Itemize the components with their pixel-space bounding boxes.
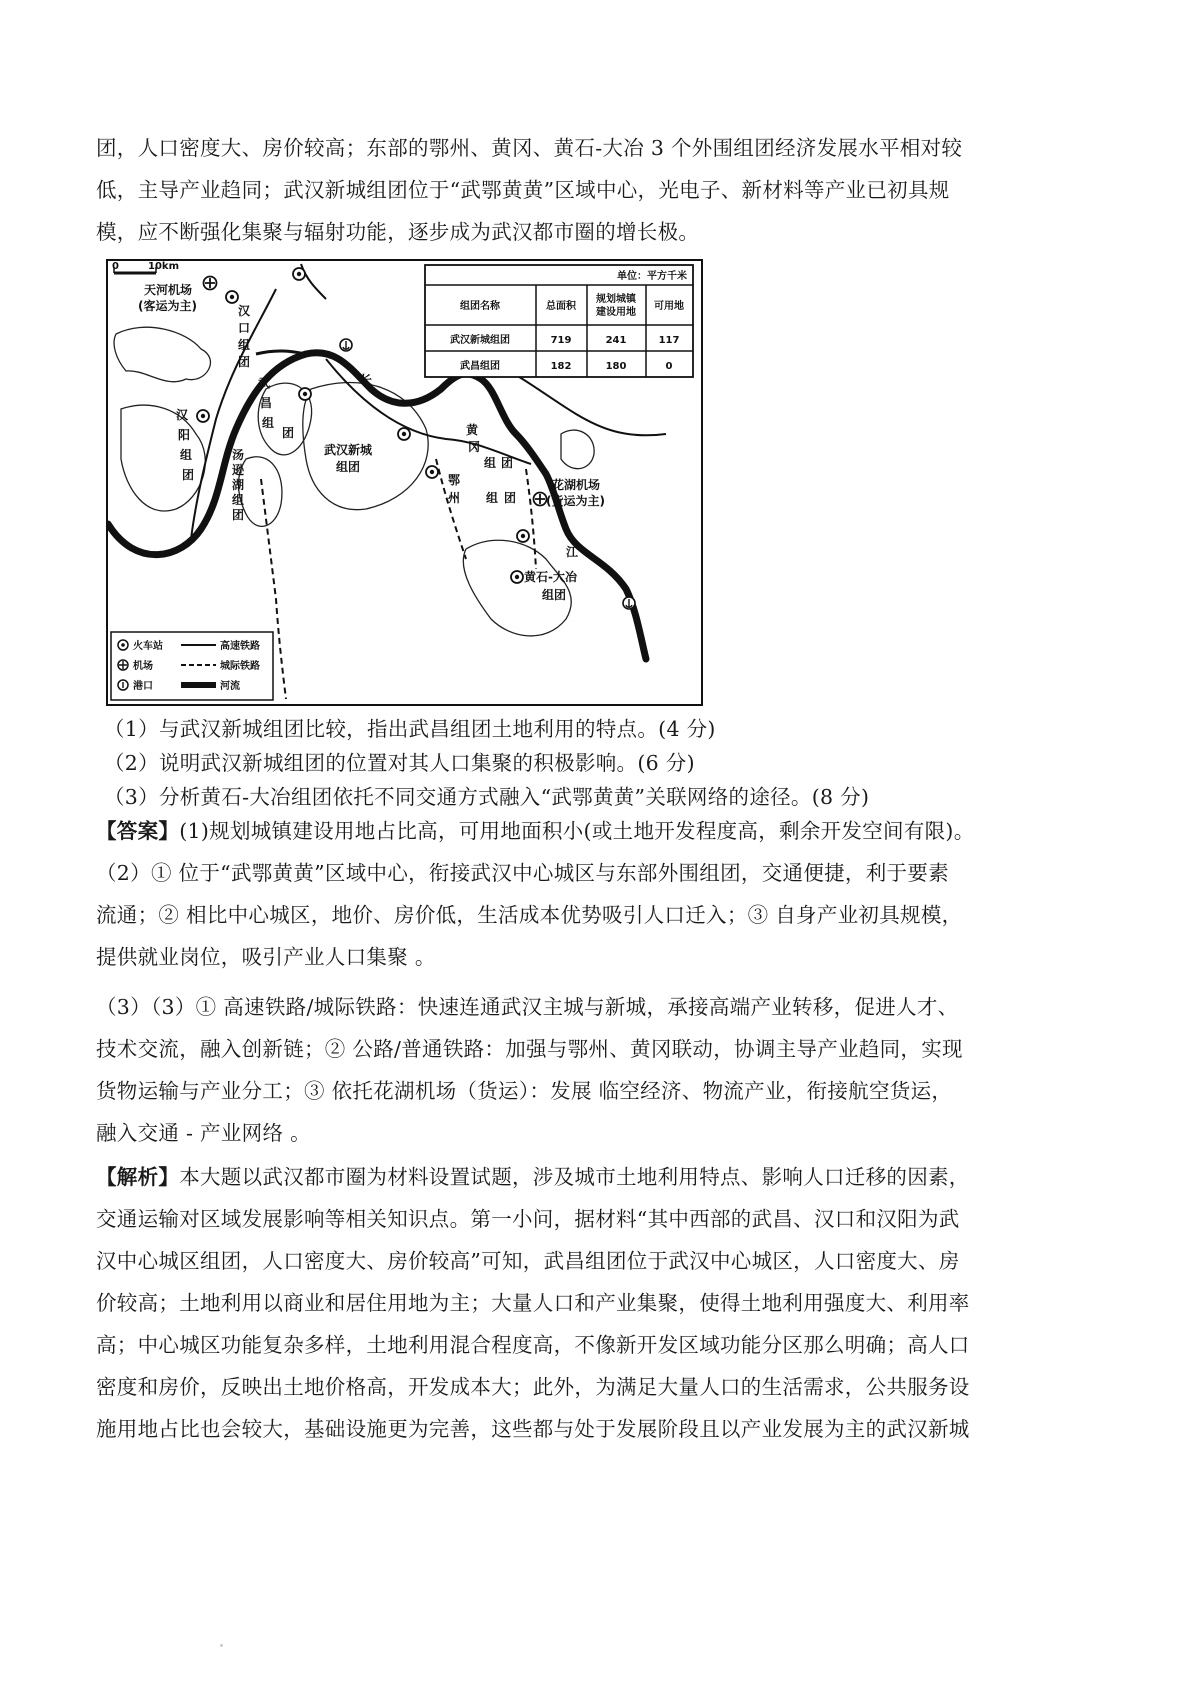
table-header-total: 总面积	[546, 301, 576, 312]
label-huahu-airport: 花湖机场	[552, 478, 601, 492]
table-cell-name: 武昌组团	[460, 361, 500, 372]
label-huanggang-char: 冈	[468, 440, 481, 454]
table-unit: 单位：平方千米	[617, 271, 687, 282]
analysis-line: 汉中心城区组团，人口密度大、房价较高”可知，武昌组团位于武汉中心城区，人口密度大、房	[96, 1249, 960, 1273]
label-hanyang-char: 阳	[178, 428, 191, 442]
label-huanggang-char: 黄	[466, 423, 479, 437]
train-station-icon	[426, 466, 438, 478]
label-tianhe-airport-note: (客运为主)	[138, 299, 197, 313]
label-wuchang-char: 昌	[260, 396, 273, 410]
question-3: （3）分析黄石-大冶组团依托不同交通方式融入“武鄂黄黄”关联网络的途径。(8 分)	[104, 785, 870, 809]
table-header-available: 可用地	[654, 301, 684, 312]
port-icon	[623, 597, 635, 609]
analysis-line: 施用地占比也会较大，基础设施更为完善，这些都与处于发展阶段且以产业发展为主的武汉新城	[96, 1417, 970, 1441]
train-station-icon	[197, 410, 209, 422]
table-cell-total: 719	[550, 335, 572, 346]
label-ezhou-char: 组	[486, 491, 499, 505]
table-cell-available: 0	[665, 361, 673, 372]
label-hanyang-char: 团	[182, 468, 195, 482]
answer-part3	[96, 986, 1108, 1154]
label-hankou-char: 汉	[238, 304, 251, 318]
table-cell-planned: 180	[605, 361, 627, 372]
label-huangshi-2: 组团	[542, 588, 567, 602]
map-svg	[106, 259, 703, 706]
label-jiang: 江	[566, 545, 579, 559]
port-icon	[118, 680, 128, 690]
label-xincheng-2: 组团	[336, 460, 361, 474]
label-huangshi: 黄石-大冶	[524, 570, 577, 584]
airport-icon	[204, 277, 217, 290]
answer-line: 流通；② 相比中心城区，地价、房价低，生活成本优势吸引人口迁入；③ 自身产业初具规模，	[96, 903, 963, 927]
table-header-name: 组团名称	[460, 301, 500, 312]
label-hankou-char: 组	[238, 338, 251, 352]
scale-zero: 0	[112, 261, 119, 272]
land-area-table	[425, 265, 693, 377]
label-xincheng: 武汉新城	[324, 443, 373, 457]
answer-line-1	[96, 814, 975, 844]
label-hankou-char: 团	[238, 355, 251, 369]
label-ezhou-char: 鄂	[448, 473, 461, 487]
answer-line: （2）① 位于“武鄂黄黄”区域中心，衔接武汉中心城区与东部外围组团，交通便捷，利于要素	[96, 861, 949, 885]
intro-line: 低，主导产业趋同；武汉新城组团位于“武鄂黄黄”区域中心，光电子、新材料等产业已初具规	[96, 178, 950, 202]
map-legend	[111, 632, 273, 700]
question-1: （1）与武汉新城组团比较，指出武昌组团土地利用的特点。(4 分)	[104, 717, 716, 741]
label-hankou-char: 口	[238, 321, 251, 335]
analysis-first-text: 本大题以武汉都市圈为材料设置试题，涉及城市土地利用特点、影响人口迁移的因素，	[179, 1165, 970, 1189]
answer-line: 货物运输与产业分工；③ 依托花湖机场（货运）：发展 临空经济、物流产业，衔接航空货运，	[96, 1079, 953, 1103]
table-header-planned-1: 规划城镇	[596, 294, 636, 305]
analysis-line: 密度和房价，反映出土地价格高，开发成本大；此外，为满足大量人口的生活需求，公共服务设	[96, 1375, 970, 1399]
answer-line: 提供就业岗位，吸引产业人口集聚 。	[96, 945, 436, 969]
train-station-icon	[517, 530, 529, 542]
airport-icon	[118, 660, 128, 670]
label-hanyang-char: 汉	[176, 408, 189, 422]
label-ezhou-char: 州	[448, 491, 461, 505]
table-cell-name: 武汉新城组团	[450, 335, 510, 346]
port-icon	[340, 339, 352, 351]
table-header-planned-2: 建设用地	[596, 307, 636, 318]
answer-tag: 【答案】	[96, 819, 180, 843]
label-huanggang-char: 团	[501, 456, 514, 470]
answer-line: （3）（3）① 高速铁路/城际铁路：快速连通武汉主城与新城，承接高端产业转移，促进人才、	[96, 995, 959, 1019]
train-station-icon	[118, 640, 128, 650]
analysis-line: 高；中心城区功能复杂多样，土地利用混合程度高，不像新开发区域功能分区那么明确；高人口	[96, 1333, 970, 1357]
label-tangxunhu-char: 汤	[232, 448, 245, 462]
label-huanggang-char: 组	[484, 456, 497, 470]
label-tangxunhu	[232, 447, 245, 522]
legend-train-station: 火车站	[133, 641, 163, 652]
train-station-icon	[511, 571, 523, 583]
scan-speck	[220, 1644, 223, 1647]
legend-river: 河流	[220, 681, 240, 692]
scale-label: 10km	[148, 261, 179, 272]
answer-line: 融入交通 - 产业网络 。	[96, 1121, 311, 1145]
legend-intercity-rail: 城际铁路	[220, 661, 260, 672]
label-tangxunhu-char: 逊	[232, 463, 245, 477]
analysis-line: 价较高；土地利用以商业和居住用地为主；大量人口和产业集聚，使得土地利用强度大、利用率	[96, 1291, 970, 1315]
train-station-icon	[293, 268, 305, 280]
label-wuchang-char: 武	[258, 376, 271, 390]
table-cell-planned: 241	[605, 335, 627, 346]
answer-part2	[96, 852, 1108, 978]
analysis-tag: 【解析】	[96, 1165, 180, 1189]
label-tangxunhu-char: 湖	[232, 478, 245, 492]
airport-icon	[534, 493, 547, 506]
label-tangxunhu-char: 组	[232, 493, 245, 507]
answer-part1: (1)规划城镇建设用地占比高，可用地面积小(或土地开发程度高，剩余开发空间有限)。	[179, 819, 975, 843]
label-hanyang-char: 组	[180, 448, 193, 462]
answer-line: 技术交流，融入创新链；② 公路/普通铁路：加强与鄂州、黄冈联动，协调主导产业趋同，实现	[96, 1037, 963, 1061]
table-cell-total: 182	[550, 361, 572, 372]
legend-port: 港口	[133, 681, 153, 692]
train-station-icon	[299, 388, 311, 400]
intro-line: 模，应不断强化集聚与辐射功能，逐步成为武汉都市圈的增长极。	[96, 220, 700, 244]
legend-airport: 机场	[133, 661, 153, 672]
label-wuchang-char: 组	[262, 416, 275, 430]
analysis-line: 交通运输对区域发展影响等相关知识点。第一小问，据材料“其中西部的武昌、汉口和汉阳为武	[96, 1207, 960, 1231]
map-figure	[106, 259, 703, 706]
label-tangxunhu-char: 团	[232, 508, 245, 522]
train-station-icon	[226, 291, 238, 303]
label-ezhou-char: 团	[504, 491, 517, 505]
label-wuchang-char: 团	[282, 426, 295, 440]
analysis-first-line	[96, 1156, 1108, 1198]
table-cell-available: 117	[658, 335, 680, 346]
legend-high-speed-rail: 高速铁路	[220, 641, 260, 652]
analysis-paragraph	[96, 1156, 1108, 1450]
intro-paragraph	[96, 127, 1108, 253]
label-tianhe-airport: 天河机场	[144, 283, 193, 297]
label-chang: 长	[360, 373, 373, 387]
label-huahu-airport-note: (货运为主)	[546, 494, 605, 508]
question-2: （2）说明武汉新城组团的位置对其人口集聚的积极影响。(6 分)	[104, 751, 695, 775]
intro-line: 团，人口密度大、房价较高；东部的鄂州、黄冈、黄石-大冶 3 个外围组团经济发展水平相对较	[96, 136, 963, 160]
train-station-icon	[398, 428, 410, 440]
